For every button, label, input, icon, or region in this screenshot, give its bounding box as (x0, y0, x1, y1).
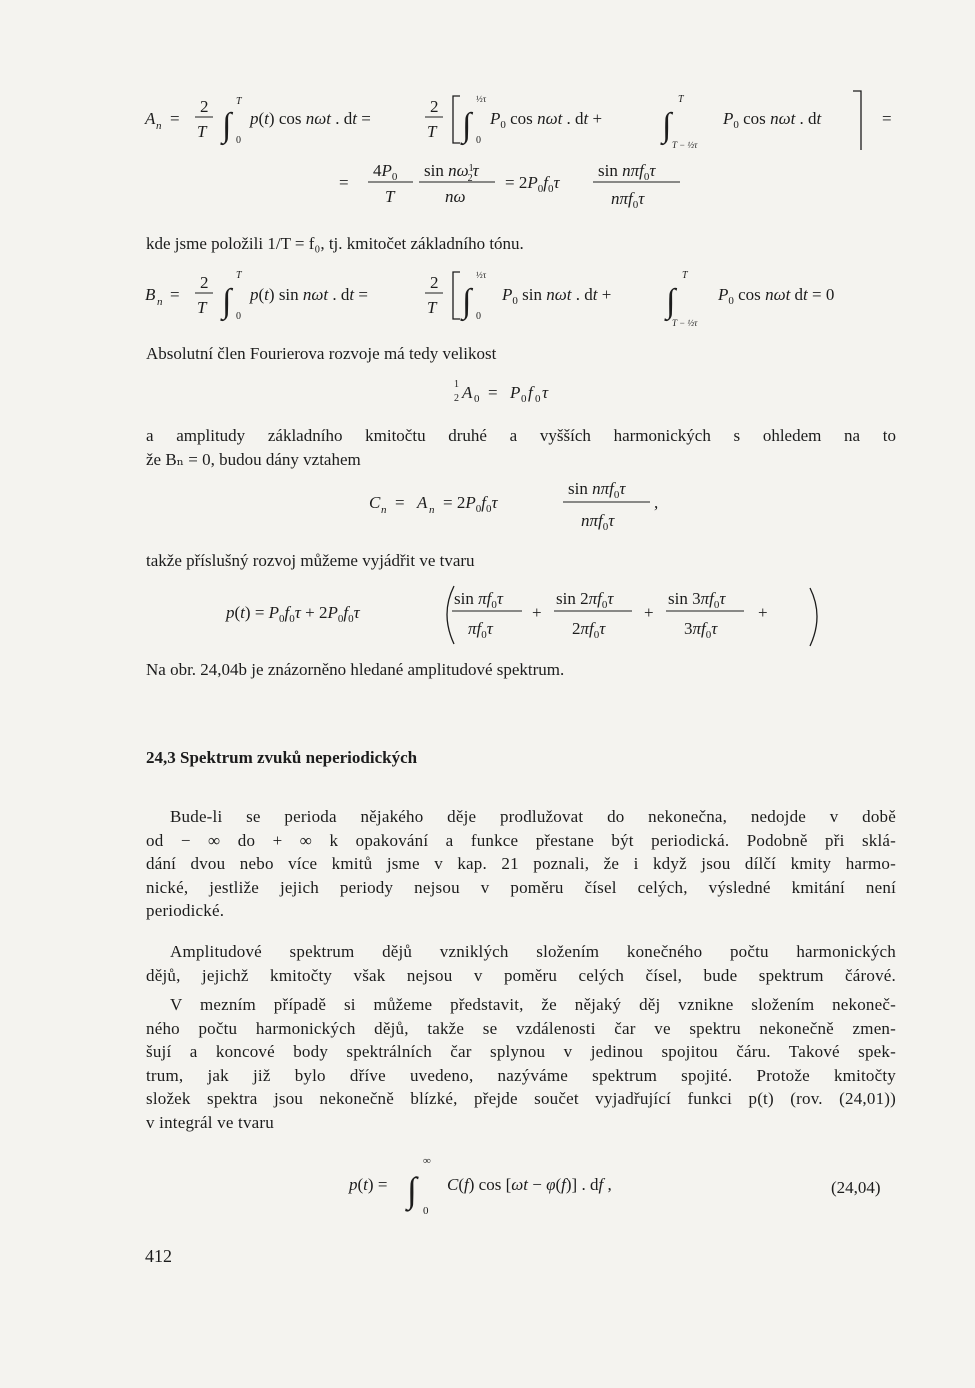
svg-text:A: A (417, 493, 428, 512)
paragraph-line: V mezním případě si můžeme představit, že nějaký děj vznikne složením nekoneč- (170, 995, 896, 1014)
svg-text:n: n (429, 504, 435, 516)
svg-text:A: A (462, 383, 473, 402)
svg-text:=: = (339, 173, 349, 192)
text-takze: takže příslušný rozvoj můžeme vyjádřit ve tvaru (146, 551, 475, 570)
svg-text:+: + (758, 603, 768, 622)
svg-text:sin 3πf0τ: $\sin 3\pi f_0\tau$ (668, 589, 726, 611)
svg-text:C: C (369, 493, 381, 512)
paragraph-line: šují a koncové body spektrálních čar splynou v jedinou spojitou čáru. Takové spek- (146, 1042, 896, 1061)
svg-text:T: T (236, 270, 242, 281)
paragraph-2 (146, 940, 896, 987)
svg-text:nπf0τ: nπf$_0$τ (581, 511, 615, 533)
svg-text:sin nω12τ: $\sin n\omega^1$ 2τ (424, 161, 479, 184)
svg-text:=: = (395, 493, 405, 512)
svg-text:nπf0τ: nπf$_0$τ (611, 189, 645, 211)
svg-text:T: T (682, 270, 688, 281)
paragraph-line: trum, jak již bylo dříve uvedeno, nazýváme spektrum spojité. Protože kmitočty (146, 1065, 896, 1085)
svg-text:=: = (170, 109, 180, 128)
svg-text:0: 0 (474, 393, 480, 405)
svg-text:T: T (427, 122, 437, 141)
paragraph-1 (146, 805, 896, 923)
section-heading: 24,3 Spektrum zvuků neperiodických (146, 748, 418, 767)
paragraph-line: dějů, jejichž kmitočty však nejsou v poměru celých čísel, bude spektrum čárové. (146, 965, 896, 985)
svg-text:T: T (678, 94, 684, 105)
svg-text:∫: ∫ (222, 283, 232, 320)
paragraph-3 (146, 993, 896, 1134)
svg-text:P: P (510, 383, 521, 402)
svg-text:2: 2 (200, 97, 209, 116)
svg-text:=: = (170, 285, 180, 304)
svg-text:T: T (197, 298, 207, 317)
svg-text:T: T (197, 122, 207, 141)
text-amplitudy-2: že Bₙ = 0, budou dány vztahem (146, 450, 361, 469)
svg-text:P0 sin nωt . dt +: $P_0$ sin nωt . dt + (502, 285, 612, 307)
equation-a0 (450, 374, 590, 410)
svg-text:A: A (145, 109, 156, 128)
svg-text:2: 2 (430, 273, 439, 292)
svg-text:∫: ∫ (222, 107, 232, 144)
svg-text:0: 0 (236, 311, 241, 322)
svg-text:P0 cos nωt . dt +: $P_0$ cos nωt . dt + (490, 109, 603, 131)
svg-text:T − ½τ: T − ½τ (672, 140, 698, 150)
svg-text:p(t) =: p(t) = (349, 1175, 388, 1194)
equation-pt-integral (345, 1152, 705, 1218)
svg-text:∫: ∫ (462, 283, 472, 320)
svg-text:=: = (488, 383, 498, 402)
svg-text:+: + (532, 603, 542, 622)
svg-text:2: 2 (200, 273, 209, 292)
svg-text:p(t) = P0f0τ + 2P0f0τ: $p(t) = P_0f_0\tau + 2P_0f_0\tau$ (226, 603, 360, 625)
equation-an-line2 (335, 154, 695, 216)
svg-text:=: = (882, 109, 892, 128)
paragraph-line: od − ∞ do + ∞ k opakování a funkce přestane být periodická. Podobně při sklá- (146, 830, 896, 850)
svg-text:T − ½τ: T − ½τ (672, 318, 698, 328)
svg-text:0: 0 (521, 393, 527, 405)
text-na-obr: Na obr. 24,04b je znázorněno hledané amplitudové spektrum. (146, 660, 565, 679)
svg-text:,: , (654, 493, 659, 512)
equation-pt-series (222, 580, 832, 650)
paragraph-line: ného počtu harmonických dějů, takže se vzdálenosti čar ve spektru nekonečně zmen- (146, 1018, 896, 1038)
svg-text:2: 2 (430, 97, 439, 116)
paragraph-line: dání dvou nebo více kmitů jsme v kap. 21 poznali, že i když jsou dílčí kmity harmo- (146, 854, 896, 873)
paragraph-line: nické, jestliže jejich periody nejsou v poměru čísel celých, výsledné kmitání není (146, 877, 896, 897)
svg-text:0: 0 (535, 393, 541, 405)
svg-text:∫: ∫ (662, 107, 672, 144)
equation-cn (365, 476, 675, 538)
svg-text:∫: ∫ (462, 107, 472, 144)
paragraph-line: složek spektra jsou nekonečně blízké, přejde součet vyjadřující funkci p(t) (rov. (24,01)) (146, 1089, 896, 1108)
svg-text:½τ: ½τ (476, 270, 487, 280)
svg-text:n: n (381, 504, 387, 516)
svg-text:= 2P0f0τ: = $2P_0f_0\tau$ (505, 173, 560, 195)
svg-text:C(f) cos [ωt − φ(f)] . df ,: C(f) cos [ωt − φ(f)] . df , (447, 1175, 612, 1194)
svg-text:p(t) cos nωt . dt =: p(t) cos nωt . dt = (250, 109, 371, 128)
svg-text:∫: ∫ (666, 283, 676, 320)
svg-text:πf0τ: $\pi f_0\tau$ (468, 619, 493, 641)
svg-text:2: 2 (454, 393, 459, 404)
svg-text:T: T (427, 298, 437, 317)
svg-text:n: n (157, 296, 163, 308)
svg-text:½τ: ½τ (476, 94, 487, 104)
svg-text:τ: τ (542, 383, 549, 402)
text-amplitudy-1: a amplitudy základního kmitočtu druhé a vyšších harmonických s ohledem na to (146, 426, 896, 445)
svg-text:sin πf0τ: $\sin \pi f_0\tau$ (454, 589, 503, 611)
svg-text:T: T (236, 96, 242, 107)
svg-text:sin nπf0τ: sin nπf$_0$τ (598, 161, 656, 183)
svg-text:P0 cos nωt dt = 0: $P_0$ cos nωt dt = 0 (718, 285, 835, 307)
svg-text:2πf0τ: $2\pi f_0\tau$ (572, 619, 606, 641)
svg-text:1: 1 (454, 379, 459, 390)
svg-text:+: + (644, 603, 654, 622)
svg-text:T: T (385, 187, 395, 206)
equation-number: (24,04) (831, 1178, 881, 1197)
paragraph-line: periodické. (146, 901, 225, 920)
svg-text:0: 0 (476, 135, 481, 146)
svg-text:p(t) sin nωt . dt =: p(t) sin nωt . dt = (250, 285, 368, 304)
svg-text:= 2P0f0τ: = $2P_0f_0\tau$ (443, 493, 498, 515)
equation-an-line1 (140, 88, 920, 150)
svg-text:nω: nω (445, 187, 466, 206)
page-number: 412 (145, 1246, 172, 1266)
paragraph-line: Bude-li se perioda nějakého děje prodlužovat do nekonečna, nedojde v době (170, 807, 896, 826)
svg-text:0: 0 (236, 135, 241, 146)
svg-text:∞: ∞ (423, 1155, 431, 1167)
text-kde: kde jsme položili 1/T = f₀, tj. kmitočet základního tónu. (146, 234, 524, 253)
equation-bn (140, 264, 920, 330)
paragraph-line: v integrál ve tvaru (146, 1112, 274, 1132)
svg-text:3πf0τ: $3\pi f_0\tau$ (684, 619, 718, 641)
svg-text:B: B (145, 285, 156, 304)
paragraph-line: Amplitudové spektrum dějů vzniklých složením konečného počtu harmonických (170, 942, 896, 961)
svg-text:f: f (528, 383, 533, 402)
svg-text:sin nπf0τ: sin nπf$_0$τ (568, 479, 626, 501)
svg-text:n: n (156, 120, 162, 132)
text-absolutni: Absolutní člen Fourierova rozvoje má tedy velikost (146, 344, 497, 363)
svg-text:P0 cos nωt . dt: $P_0$ cos nωt . dt (723, 109, 822, 131)
svg-text:0: 0 (423, 1205, 429, 1217)
svg-text:∫: ∫ (407, 1170, 417, 1210)
svg-text:4P0: $4P_0$ (373, 161, 398, 183)
svg-text:0: 0 (476, 311, 481, 322)
svg-text:sin 2πf0τ: $\sin 2\pi f_0\tau$ (556, 589, 614, 611)
